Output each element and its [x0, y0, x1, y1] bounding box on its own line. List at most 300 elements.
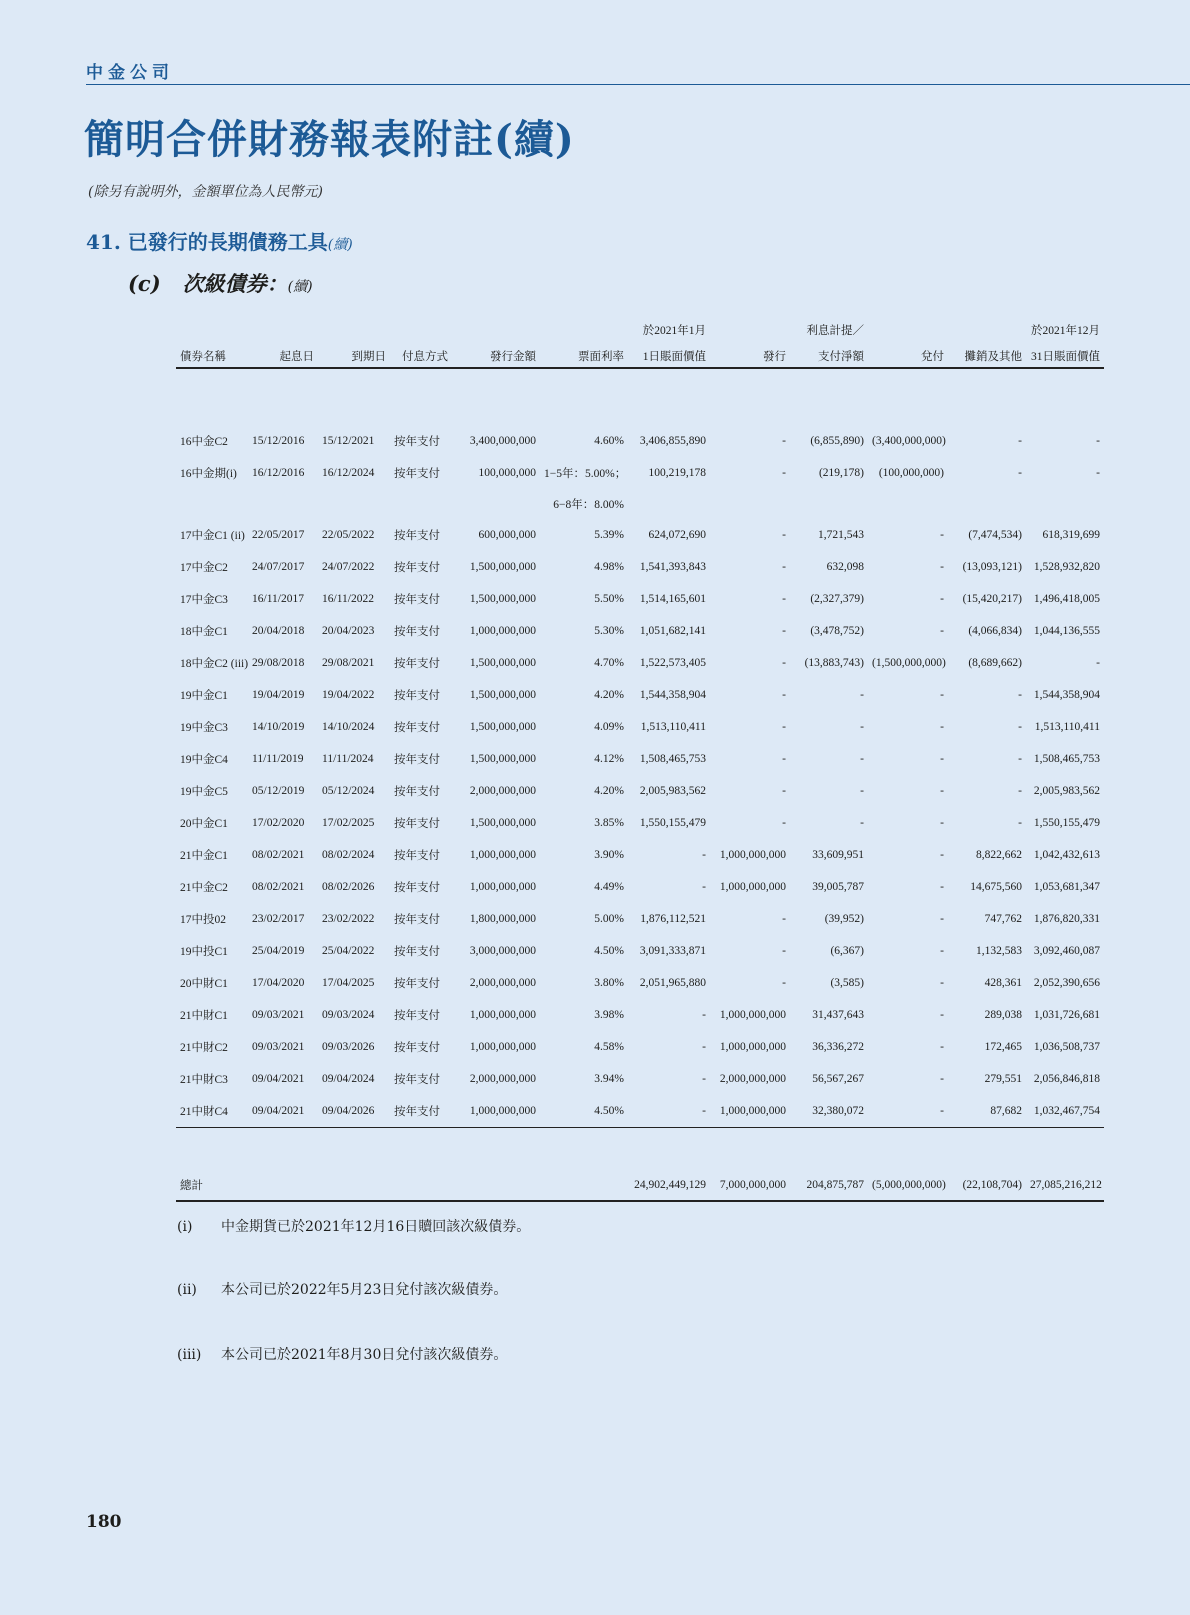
table-cell: -: [1018, 689, 1022, 701]
table-cell: 5.50%: [594, 593, 624, 605]
table-cell: -: [1018, 435, 1022, 447]
table-cell: 按年支付: [394, 722, 440, 734]
table-row: [176, 457, 1104, 489]
table-cell: 按年支付: [394, 690, 440, 702]
table-cell: 25/04/2022: [322, 945, 375, 957]
table-cell: 16中金C2: [180, 436, 228, 448]
column-header: 兌付: [868, 338, 948, 368]
table-cell: -: [1018, 817, 1022, 829]
table-cell: 1,500,000,000: [469, 753, 536, 765]
table-cell: -: [782, 913, 786, 925]
total-cell: 24,902,449,129: [628, 1170, 710, 1201]
table-row: [176, 967, 1104, 999]
table-cell: -: [860, 753, 864, 765]
table-cell: 1,031,726,681: [1033, 1009, 1100, 1021]
table-cell: 289,038: [984, 1009, 1022, 1021]
table-cell: 1,544,358,904: [639, 689, 706, 701]
column-header-top: [452, 312, 540, 338]
table-cell: 14/10/2019: [252, 721, 305, 733]
table-cell: -: [860, 785, 864, 797]
table-cell: -: [1096, 435, 1100, 447]
table-cell: 按年支付: [394, 658, 440, 670]
table-cell: 25/04/2019: [252, 945, 305, 957]
table-cell: 24/07/2022: [322, 561, 375, 573]
table-cell: (2,327,379): [810, 593, 864, 605]
footnote-ii: [177, 1279, 507, 1299]
table-cell: 1,000,000,000: [719, 1009, 786, 1021]
table-cell: 按年支付: [394, 914, 440, 926]
table-cell: 600,000,000: [478, 529, 536, 541]
table-cell: 按年支付: [394, 978, 440, 990]
table-cell: 21中財C1: [180, 1010, 228, 1022]
table-cell: [390, 489, 452, 519]
table-cell: 17中投02: [180, 914, 226, 926]
table-cell: 1,522,573,405: [639, 657, 706, 669]
table-row: [176, 903, 1104, 935]
table-cell: 08/02/2021: [252, 881, 305, 893]
column-header-top: [540, 312, 628, 338]
table-row: [176, 1031, 1104, 1063]
table-cell: 618,319,699: [1042, 529, 1100, 541]
table-cell: 3,092,460,087: [1033, 945, 1100, 957]
table-cell: -: [940, 753, 944, 765]
table-cell: 1,000,000,000: [469, 1009, 536, 1021]
table-cell: 17/02/2025: [322, 817, 375, 829]
table-cell: -: [940, 785, 944, 797]
table-cell: 747,762: [984, 913, 1022, 925]
table-cell: (13,093,121): [962, 561, 1022, 573]
table-cell: 3.98%: [594, 1009, 624, 1021]
table-cell: -: [782, 625, 786, 637]
table-cell: 22/05/2022: [322, 529, 375, 541]
table-cell: 32,380,072: [790, 1095, 868, 1128]
table-cell: (3,585): [830, 977, 864, 989]
table-cell: 09/03/2021: [252, 1009, 305, 1021]
table-row: [176, 999, 1104, 1031]
table-cell: (1,500,000,000): [872, 657, 946, 669]
column-header-top: [868, 312, 948, 338]
table-cell: 2,051,965,880: [639, 977, 706, 989]
table-cell: 23/02/2017: [252, 913, 305, 925]
table-cell: 09/04/2026: [318, 1095, 390, 1128]
table-row: [176, 679, 1104, 711]
table-cell: 11/11/2024: [322, 753, 374, 765]
table-cell: -: [782, 529, 786, 541]
section-number: 41.: [86, 230, 121, 254]
table-cell: 20/04/2023: [322, 625, 375, 637]
table-cell: -: [940, 817, 944, 829]
table-cell: 8,822,662: [976, 849, 1022, 861]
footnote-i: [177, 1216, 530, 1236]
table-cell: 按年支付: [394, 818, 440, 830]
subsection-heading: [128, 268, 313, 298]
table-cell: 3.80%: [594, 977, 624, 989]
table-cell: 16/12/2016: [252, 467, 305, 479]
table-cell: -: [782, 435, 786, 447]
table-cell: 1,513,110,411: [640, 721, 706, 733]
table-cell: -: [782, 689, 786, 701]
table-cell: 1,032,467,754: [1026, 1095, 1104, 1128]
table-cell: 1,000,000,000: [710, 1095, 790, 1128]
table-cell: 56,567,267: [812, 1073, 864, 1085]
table-cell: -: [940, 913, 944, 925]
table-cell: 按年支付: [394, 1042, 440, 1054]
table-cell: -: [860, 721, 864, 733]
table-cell: 按年支付: [394, 754, 440, 766]
column-header: 發行金額: [452, 338, 540, 368]
table-cell: -: [1018, 753, 1022, 765]
table-cell: -: [1096, 657, 1100, 669]
total-cell: 27,085,216,212: [1026, 1170, 1104, 1201]
table-cell: [790, 489, 868, 519]
table-cell: -: [940, 625, 944, 637]
table-cell: 18中金C2 (iii): [180, 658, 249, 670]
table-cell: 1,550,155,479: [639, 817, 706, 829]
table-cell: 16/12/2024: [322, 467, 375, 479]
table-cell: 2,005,983,562: [639, 785, 706, 797]
table-cell: 4.50%: [540, 1095, 628, 1128]
table-cell: 1,544,358,904: [1033, 689, 1100, 701]
section-continued: (續): [327, 237, 353, 253]
table-cell: -: [702, 1041, 706, 1053]
table-cell: 6−8年：8.00%: [553, 499, 624, 511]
table-row: [176, 519, 1104, 551]
table-cell: 1,132,583: [976, 945, 1022, 957]
table-cell: (7,474,534): [968, 529, 1022, 541]
footnote-mark: (i): [177, 1219, 193, 1235]
table-cell: 3,000,000,000: [469, 945, 536, 957]
table-cell: 1,514,165,601: [639, 593, 706, 605]
footnote-mark: (iii): [177, 1347, 202, 1363]
total-label: 總計: [176, 1170, 628, 1201]
table-cell: 2,052,390,656: [1033, 977, 1100, 989]
table-cell: 100,000,000: [478, 467, 536, 479]
table-cell: 22/05/2017: [252, 529, 305, 541]
column-header-top: [318, 312, 390, 338]
table-cell: (3,478,752): [810, 625, 864, 637]
table-cell: -: [702, 1009, 706, 1021]
table-cell: 5.30%: [594, 625, 624, 637]
table-cell: -: [702, 849, 706, 861]
table-cell: (100,000,000): [878, 467, 944, 479]
currency-note: (除另有說明外，金額單位為人民幣元): [88, 184, 323, 200]
table-cell: 23/02/2022: [322, 913, 375, 925]
table-cell: 1,500,000,000: [469, 561, 536, 573]
table-cell: -: [782, 657, 786, 669]
table-cell: -: [782, 561, 786, 573]
table-row: [176, 583, 1104, 615]
table-cell: 1,051,682,141: [639, 625, 706, 637]
table-cell: 632,098: [826, 561, 864, 573]
table-cell: [710, 489, 790, 519]
table-cell: 19中投C1: [180, 946, 228, 958]
table-cell: 05/12/2024: [322, 785, 375, 797]
column-header: 發行: [710, 338, 790, 368]
table-cell: 2,000,000,000: [469, 977, 536, 989]
table-cell: -: [940, 1009, 944, 1021]
table-cell: 19中金C1: [180, 690, 228, 702]
table-cell: [1026, 489, 1104, 519]
table-cell: 1,500,000,000: [469, 817, 536, 829]
table-cell: 按年支付: [394, 946, 440, 958]
total-cell: 7,000,000,000: [710, 1170, 790, 1201]
table-row: [176, 551, 1104, 583]
table-cell: 09/03/2026: [322, 1041, 375, 1053]
table-cell: -: [782, 785, 786, 797]
table-cell: 14,675,560: [970, 881, 1022, 893]
table-cell: 按年支付: [394, 436, 440, 448]
footnote-text: 中金期貨已於2021年12月16日贖回該次級債券。: [221, 1219, 531, 1235]
table-cell: 09/04/2024: [322, 1073, 375, 1085]
table-cell: 2,056,846,818: [1033, 1073, 1100, 1085]
table-cell: 19中金C4: [180, 754, 228, 766]
table-cell: 3,400,000,000: [469, 435, 536, 447]
table-cell: 按年支付: [394, 562, 440, 574]
table-cell: -: [1018, 721, 1022, 733]
table-cell: [948, 489, 1026, 519]
table-row: [176, 935, 1104, 967]
table-row: [176, 1095, 1104, 1128]
table-cell: 24/07/2017: [252, 561, 305, 573]
table-cell: -: [702, 1073, 706, 1085]
table-cell: 4.12%: [594, 753, 624, 765]
table-cell: -: [782, 945, 786, 957]
column-header-top: [176, 312, 248, 338]
footnote-iii: [177, 1344, 507, 1364]
table-cell: 5.00%: [594, 913, 624, 925]
table-cell: 279,551: [984, 1073, 1022, 1085]
table-cell: -: [940, 529, 944, 541]
table-cell: 09/04/2021: [248, 1095, 318, 1128]
subordinated-bonds-table: [176, 312, 1104, 1202]
page-number: 180: [86, 1512, 122, 1532]
table-cell: 1,541,393,843: [639, 561, 706, 573]
table-cell: -: [702, 881, 706, 893]
table-cell: 4.09%: [594, 721, 624, 733]
table-cell: 3.90%: [594, 849, 624, 861]
table-cell: 4.58%: [594, 1041, 624, 1053]
table-cell: 按年支付: [394, 850, 440, 862]
column-header: 債券名稱: [176, 338, 248, 368]
column-header: 到期日: [318, 338, 390, 368]
table-cell: 按年支付: [394, 1010, 440, 1022]
table-cell: (13,883,743): [804, 657, 864, 669]
table-cell: 1,036,508,737: [1033, 1041, 1100, 1053]
table-cell: 1,500,000,000: [469, 721, 536, 733]
table-cell: 428,361: [984, 977, 1022, 989]
table-cell: 08/02/2021: [252, 849, 305, 861]
table-cell: 4.20%: [594, 689, 624, 701]
table-row: [176, 711, 1104, 743]
table-cell: 100,219,178: [648, 467, 706, 479]
column-header: 起息日: [248, 338, 318, 368]
table-cell: [868, 489, 948, 519]
table-cell: 1,876,820,331: [1033, 913, 1100, 925]
table-cell: 36,336,272: [812, 1041, 864, 1053]
table-cell: 1,053,681,347: [1033, 881, 1100, 893]
table-cell: 2,000,000,000: [719, 1073, 786, 1085]
table-cell: 15/12/2016: [252, 435, 305, 447]
table-cell: 4.98%: [594, 561, 624, 573]
table-cell: 17/04/2025: [322, 977, 375, 989]
subsection-continued: (續): [287, 279, 313, 295]
table-cell: -: [782, 467, 786, 479]
table-cell: 1,528,932,820: [1033, 561, 1100, 573]
table-cell: 09/03/2021: [252, 1041, 305, 1053]
table-cell: 17中金C1 (ii): [180, 530, 245, 542]
table-cell: 1,000,000,000: [469, 881, 536, 893]
table-cell: 1,513,110,411: [1034, 721, 1100, 733]
footnote-text: 本公司已於2021年8月30日兌付該次級債券。: [221, 1347, 508, 1363]
table-cell: 29/08/2018: [252, 657, 305, 669]
table-cell: 21中財C3: [180, 1074, 228, 1086]
table-cell: [452, 489, 540, 519]
company-name: 中金公司: [86, 63, 174, 83]
table-cell: (6,367): [830, 945, 864, 957]
table-cell: -: [940, 977, 944, 989]
table-cell: 按年支付: [390, 1095, 452, 1128]
table-cell: 1,876,112,521: [640, 913, 706, 925]
table-cell: 1−5年：5.00%；: [544, 468, 627, 480]
table-cell: 21中金C2: [180, 882, 228, 894]
table-cell: -: [868, 1095, 948, 1128]
table-cell: 按年支付: [394, 882, 440, 894]
table-row: [176, 425, 1104, 457]
page-title: 簡明合併財務報表附註(續): [84, 116, 575, 163]
table-cell: 19中金C5: [180, 786, 228, 798]
table-cell: (15,420,217): [962, 593, 1022, 605]
section-heading: [86, 226, 353, 255]
column-header-top: 於2021年12月: [1031, 325, 1100, 337]
table-cell: (4,066,834): [968, 625, 1022, 637]
table-cell: [248, 489, 318, 519]
footnote-text: 本公司已於2022年5月23日兌付該次級債券。: [221, 1282, 508, 1298]
table-cell: 1,496,418,005: [1033, 593, 1100, 605]
table-cell: -: [940, 593, 944, 605]
table-cell: 按年支付: [394, 530, 440, 542]
table-cell: 09/04/2021: [252, 1073, 305, 1085]
total-cell: (22,108,704): [948, 1170, 1026, 1201]
table-cell: 4.20%: [594, 785, 624, 797]
table-cell: 2,005,983,562: [1033, 785, 1100, 797]
column-header: 31日賬面價值: [1026, 338, 1104, 368]
table-row: [176, 871, 1104, 903]
table-cell: (3,400,000,000): [872, 435, 946, 447]
table-cell: 17中金C3: [180, 594, 228, 606]
footnote-mark: (ii): [177, 1282, 197, 1298]
table-cell: 1,000,000,000: [469, 849, 536, 861]
table-cell: -: [860, 817, 864, 829]
table-cell: (6,855,890): [810, 435, 864, 447]
table-header-top: [176, 312, 1104, 338]
subsection-title: 次級債券：: [182, 271, 288, 296]
table-cell: 按年支付: [394, 786, 440, 798]
table-cell: -: [782, 753, 786, 765]
table-cell: 按年支付: [394, 594, 440, 606]
total-row: [176, 1170, 1104, 1201]
table-cell: [318, 489, 390, 519]
table-cell: 4.49%: [594, 881, 624, 893]
table-cell: 33,609,951: [812, 849, 864, 861]
table-cell: 2,000,000,000: [469, 785, 536, 797]
table-row: [176, 839, 1104, 871]
table-cell: 21中財C4: [176, 1095, 248, 1128]
table-cell: (8,689,662): [968, 657, 1022, 669]
table-cell: -: [782, 817, 786, 829]
table-cell: 按年支付: [394, 468, 440, 480]
table-cell: -: [940, 561, 944, 573]
table-row: [176, 743, 1104, 775]
table-cell: -: [782, 721, 786, 733]
table-cell: 19中金C3: [180, 722, 228, 734]
table-cell: 87,682: [948, 1095, 1026, 1128]
table-cell: -: [1018, 467, 1022, 479]
table-cell: (39,952): [824, 913, 864, 925]
table-row: [176, 1063, 1104, 1095]
table-cell: -: [940, 945, 944, 957]
table-cell: 1,500,000,000: [469, 689, 536, 701]
column-header-top: [710, 312, 790, 338]
table-cell: 20中財C1: [180, 978, 228, 990]
table-cell: 19/04/2022: [322, 689, 375, 701]
table-cell: -: [1096, 467, 1100, 479]
table-cell: -: [940, 881, 944, 893]
table-cell: 按年支付: [394, 626, 440, 638]
table-cell: 08/02/2026: [322, 881, 375, 893]
table-cell: 39,005,787: [812, 881, 864, 893]
table-cell: -: [940, 1073, 944, 1085]
table-cell: 1,000,000,000: [719, 1041, 786, 1053]
table-cell: 17/02/2020: [252, 817, 305, 829]
table-cell: -: [940, 1041, 944, 1053]
column-header: 票面利率: [540, 338, 628, 368]
table-cell: 1,508,465,753: [639, 753, 706, 765]
table-cell: 1,500,000,000: [469, 593, 536, 605]
table-cell: 31,437,643: [812, 1009, 864, 1021]
table-cell: 09/03/2024: [322, 1009, 375, 1021]
table-cell: 1,000,000,000: [719, 849, 786, 861]
table-cell: 08/02/2024: [322, 849, 375, 861]
table-cell: 4.70%: [594, 657, 624, 669]
table-cell: 21中財C2: [180, 1042, 228, 1054]
table-cell: 4.50%: [594, 945, 624, 957]
table-cell: -: [1018, 785, 1022, 797]
table-cell: 1,721,543: [818, 529, 864, 541]
table-cell: 1,550,155,479: [1033, 817, 1100, 829]
column-header-top: 於2021年1月: [642, 325, 706, 337]
table-cell: 3,406,855,890: [639, 435, 706, 447]
column-header: 支付淨額: [790, 338, 868, 368]
table-cell: 20/04/2018: [252, 625, 305, 637]
table-cell: -: [940, 689, 944, 701]
subsection-letter: (c): [128, 271, 161, 296]
total-cell: 204,875,787: [790, 1170, 868, 1201]
table-cell: 15/12/2021: [322, 435, 375, 447]
table-cell: 16中金期(i): [180, 468, 237, 480]
column-header-top: 利息計提／: [806, 325, 864, 337]
table-cell: 624,072,690: [648, 529, 706, 541]
table-cell: 1,000,000,000: [452, 1095, 540, 1128]
table-cell: 3,091,333,871: [639, 945, 706, 957]
column-header-top: [248, 312, 318, 338]
table-cell: 1,800,000,000: [469, 913, 536, 925]
table-cell: 1,000,000,000: [719, 881, 786, 893]
table-cell: 29/08/2021: [322, 657, 375, 669]
table-cell: 16/11/2022: [322, 593, 374, 605]
table-cell: 18中金C1: [180, 626, 228, 638]
table-cell: [628, 489, 710, 519]
table-cell: -: [782, 977, 786, 989]
